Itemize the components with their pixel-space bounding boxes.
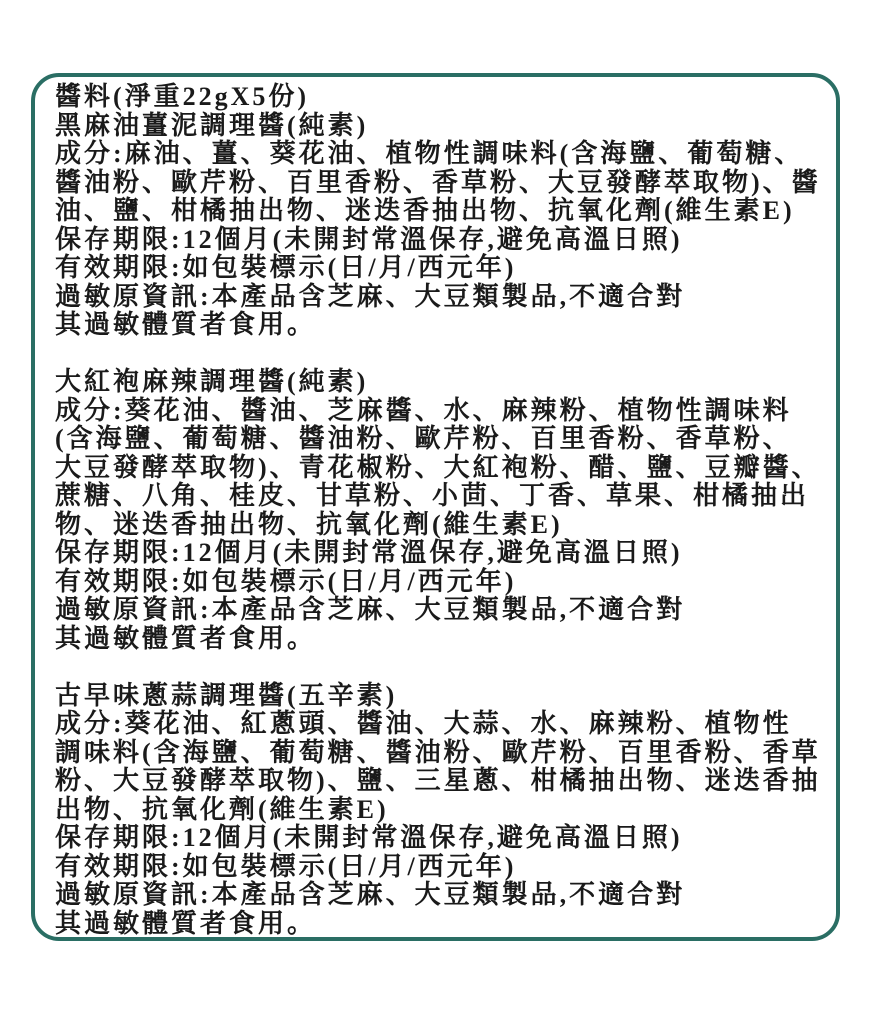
ingredients-line: 成分:麻油、薑、葵花油、植物性調味料(含海鹽、葡萄糖、	[55, 139, 804, 168]
allergen-line: 過敏原資訊:本產品含芝麻、大豆類製品,不適合對	[55, 880, 686, 909]
ingredients-line: 成分:葵花油、醬油、芝麻醬、水、麻辣粉、植物性調味料	[55, 395, 792, 425]
product-section-da-hong-pao-mala-sauce	[55, 368, 826, 653]
allergen-line: 其過敏體質者食用。	[55, 623, 317, 653]
ingredient-label-border-box	[31, 73, 840, 941]
product-title: 黑麻油薑泥調理醬(純素)	[55, 110, 369, 140]
ingredients-line: (含海鹽、葡萄糖、醬油粉、歐芹粉、百里香粉、香草粉、	[55, 424, 792, 453]
allergen-line: 其過敏體質者食用。	[55, 908, 317, 938]
product-section-traditional-scallion-garlic-sauce	[55, 682, 826, 939]
ingredients-line: 出物、抗氧化劑(維生素E)	[55, 794, 389, 824]
shelf-life-line: 保存期限:12個月(未開封常溫保存,避免高溫日照)	[55, 538, 683, 567]
ingredients-line: 物、迷迭香抽出物、抗氧化劑(維生素E)	[55, 509, 563, 539]
allergen-line: 過敏原資訊:本產品含芝麻、大豆類製品,不適合對	[55, 595, 686, 624]
expiry-line: 有效期限:如包裝標示(日/月/西元年)	[55, 566, 517, 596]
product-title: 古早味蔥蒜調理醬(五辛素)	[55, 680, 398, 710]
net-weight-line: 醬料(淨重22gX5份)	[55, 82, 310, 111]
ingredients-line: 蔗糖、八角、桂皮、甘草粉、小茴、丁香、草果、柑橘抽出	[55, 481, 810, 510]
expiry-line: 有效期限:如包裝標示(日/月/西元年)	[55, 253, 517, 282]
ingredients-line: 醬油粉、歐芹粉、百里香粉、香草粉、大豆發酵萃取物)、醬	[55, 167, 821, 197]
shelf-life-line: 保存期限:12個月(未開封常溫保存,避免高溫日照)	[55, 224, 683, 254]
shelf-life-line: 保存期限:12個月(未開封常溫保存,避免高溫日照)	[55, 823, 683, 852]
ingredients-line: 油、鹽、柑橘抽出物、迷迭香抽出物、抗氧化劑(維生素E)	[55, 196, 795, 225]
product-section-black-sesame-oil-ginger-sauce	[55, 83, 826, 340]
allergen-line: 其過敏體質者食用。	[55, 310, 317, 339]
product-title: 大紅袍麻辣調理醬(純素)	[55, 367, 369, 396]
ingredients-line: 成分:葵花油、紅蔥頭、醬油、大蒜、水、麻辣粉、植物性	[55, 709, 792, 738]
allergen-line: 過敏原資訊:本產品含芝麻、大豆類製品,不適合對	[55, 281, 686, 311]
ingredients-line: 粉、大豆發酵萃取物)、鹽、三星蔥、柑橘抽出物、迷迭香抽	[55, 766, 821, 795]
ingredients-line: 調味料(含海鹽、葡萄糖、醬油粉、歐芹粉、百里香粉、香草	[55, 737, 821, 767]
ingredients-line: 大豆發酵萃取物)、青花椒粉、大紅袍粉、醋、鹽、豆瓣醬、	[55, 452, 821, 482]
expiry-line: 有效期限:如包裝標示(日/月/西元年)	[55, 851, 517, 881]
